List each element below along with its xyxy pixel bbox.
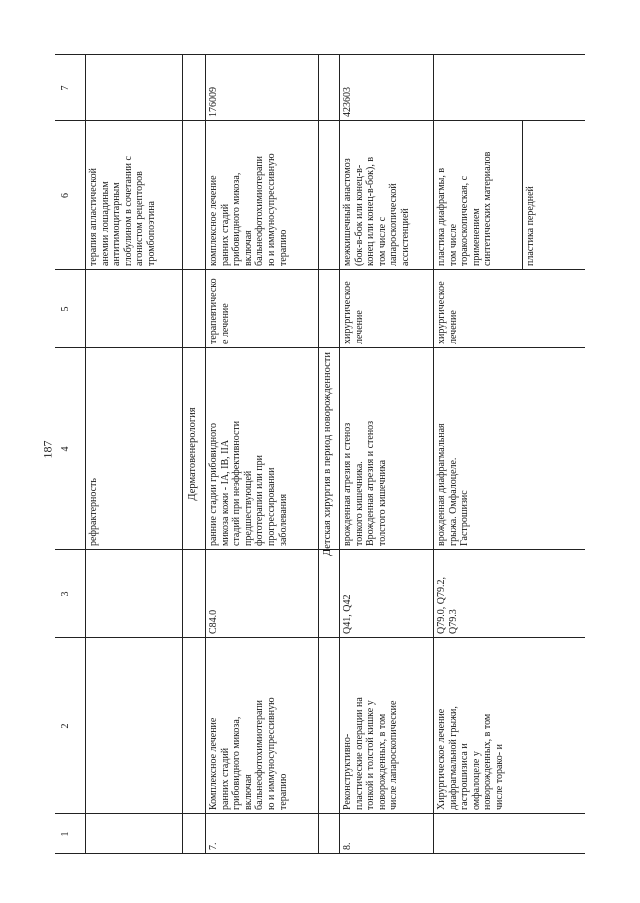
cell: Хирургическое лечение диафрагмальной грыжи, гастрошизиса и омфалоцеле у новорожденных, в том числе торако- и xyxy=(436,706,505,810)
column-line xyxy=(55,347,585,348)
row-line xyxy=(182,54,183,854)
cell: 423603 xyxy=(342,87,353,117)
cell: межкишечный анастомоз (бок-в-бок или конец-в- конец или конец-в-бок), в том числе с лапароскопической ассистенцией xyxy=(342,156,411,266)
cell: ранние стадии грибовидного микоза кожи - IA, IB, IIA стадий при неэффективности предшествующей фототерапии или при прогрессировании заболевания xyxy=(208,420,289,546)
header-col-7: 7 xyxy=(60,85,71,91)
column-line xyxy=(55,54,585,55)
section-title: Дерматовенерология xyxy=(187,407,198,501)
medical-care-table xyxy=(55,0,585,903)
cell: Комплексное лечение ранних стадий грибовидного микоза, включая бальнеофотохимиотерапи ю и иммуносупрессивную терапию xyxy=(208,697,289,810)
cell: хирургическое лечение xyxy=(342,281,365,344)
cell: 176009 xyxy=(208,87,219,117)
cell: терапевтическо е лечение xyxy=(208,278,231,344)
cell: Q41, Q42 xyxy=(342,594,353,634)
column-line xyxy=(55,549,585,550)
cell: хирургическое лечение xyxy=(436,281,459,344)
cell: пластика диафрагмы, в том числе торакоскопическая, с применением синтетических материалов xyxy=(436,151,494,266)
header-col-5: 5 xyxy=(60,306,71,312)
cell: комплексное лечение ранних стадий грибовидного микоза, включая бальнеофотохимиотерапи ю и иммуносупрессивную терапию xyxy=(208,153,289,266)
header-col-1: 1 xyxy=(60,831,71,837)
cell: терапия апластической анемии лошадиным антитимоцитарным глобулином в сочетании с агонистом рецепторов тромбопоэтина xyxy=(88,156,157,266)
table-wrapper xyxy=(55,0,585,903)
header-col-2: 2 xyxy=(60,723,71,729)
section-title: Детская хирургия в период новорожденности xyxy=(322,352,333,557)
cell: 7. xyxy=(208,842,219,850)
cell: Q79.0, Q79.2, Q79.3 xyxy=(436,577,459,634)
header-col-4: 4 xyxy=(60,446,71,452)
column-line xyxy=(55,853,585,854)
row-line xyxy=(318,54,319,854)
cell: 8. xyxy=(342,842,353,850)
cell: врожденная атрезия и стеноз тонкого кишечника. Врожденная атрезия и стеноз толстого кишечника xyxy=(342,420,388,546)
cell: С84.0 xyxy=(208,609,219,634)
cell: пластика передней xyxy=(525,186,536,266)
cell: врожденная диафрагмальная грыжа. Омфалоцеле. Гастрошизис xyxy=(436,423,471,546)
page-number: 187 xyxy=(40,440,55,459)
header-col-3: 3 xyxy=(60,591,71,597)
cell: рефрактерность xyxy=(88,478,99,546)
header-col-6: 6 xyxy=(60,193,71,198)
cell: Реконструктивно- пластические операции на тонкой и толстой кишке у новорожденных, в том числе лапароскопические xyxy=(342,697,400,810)
